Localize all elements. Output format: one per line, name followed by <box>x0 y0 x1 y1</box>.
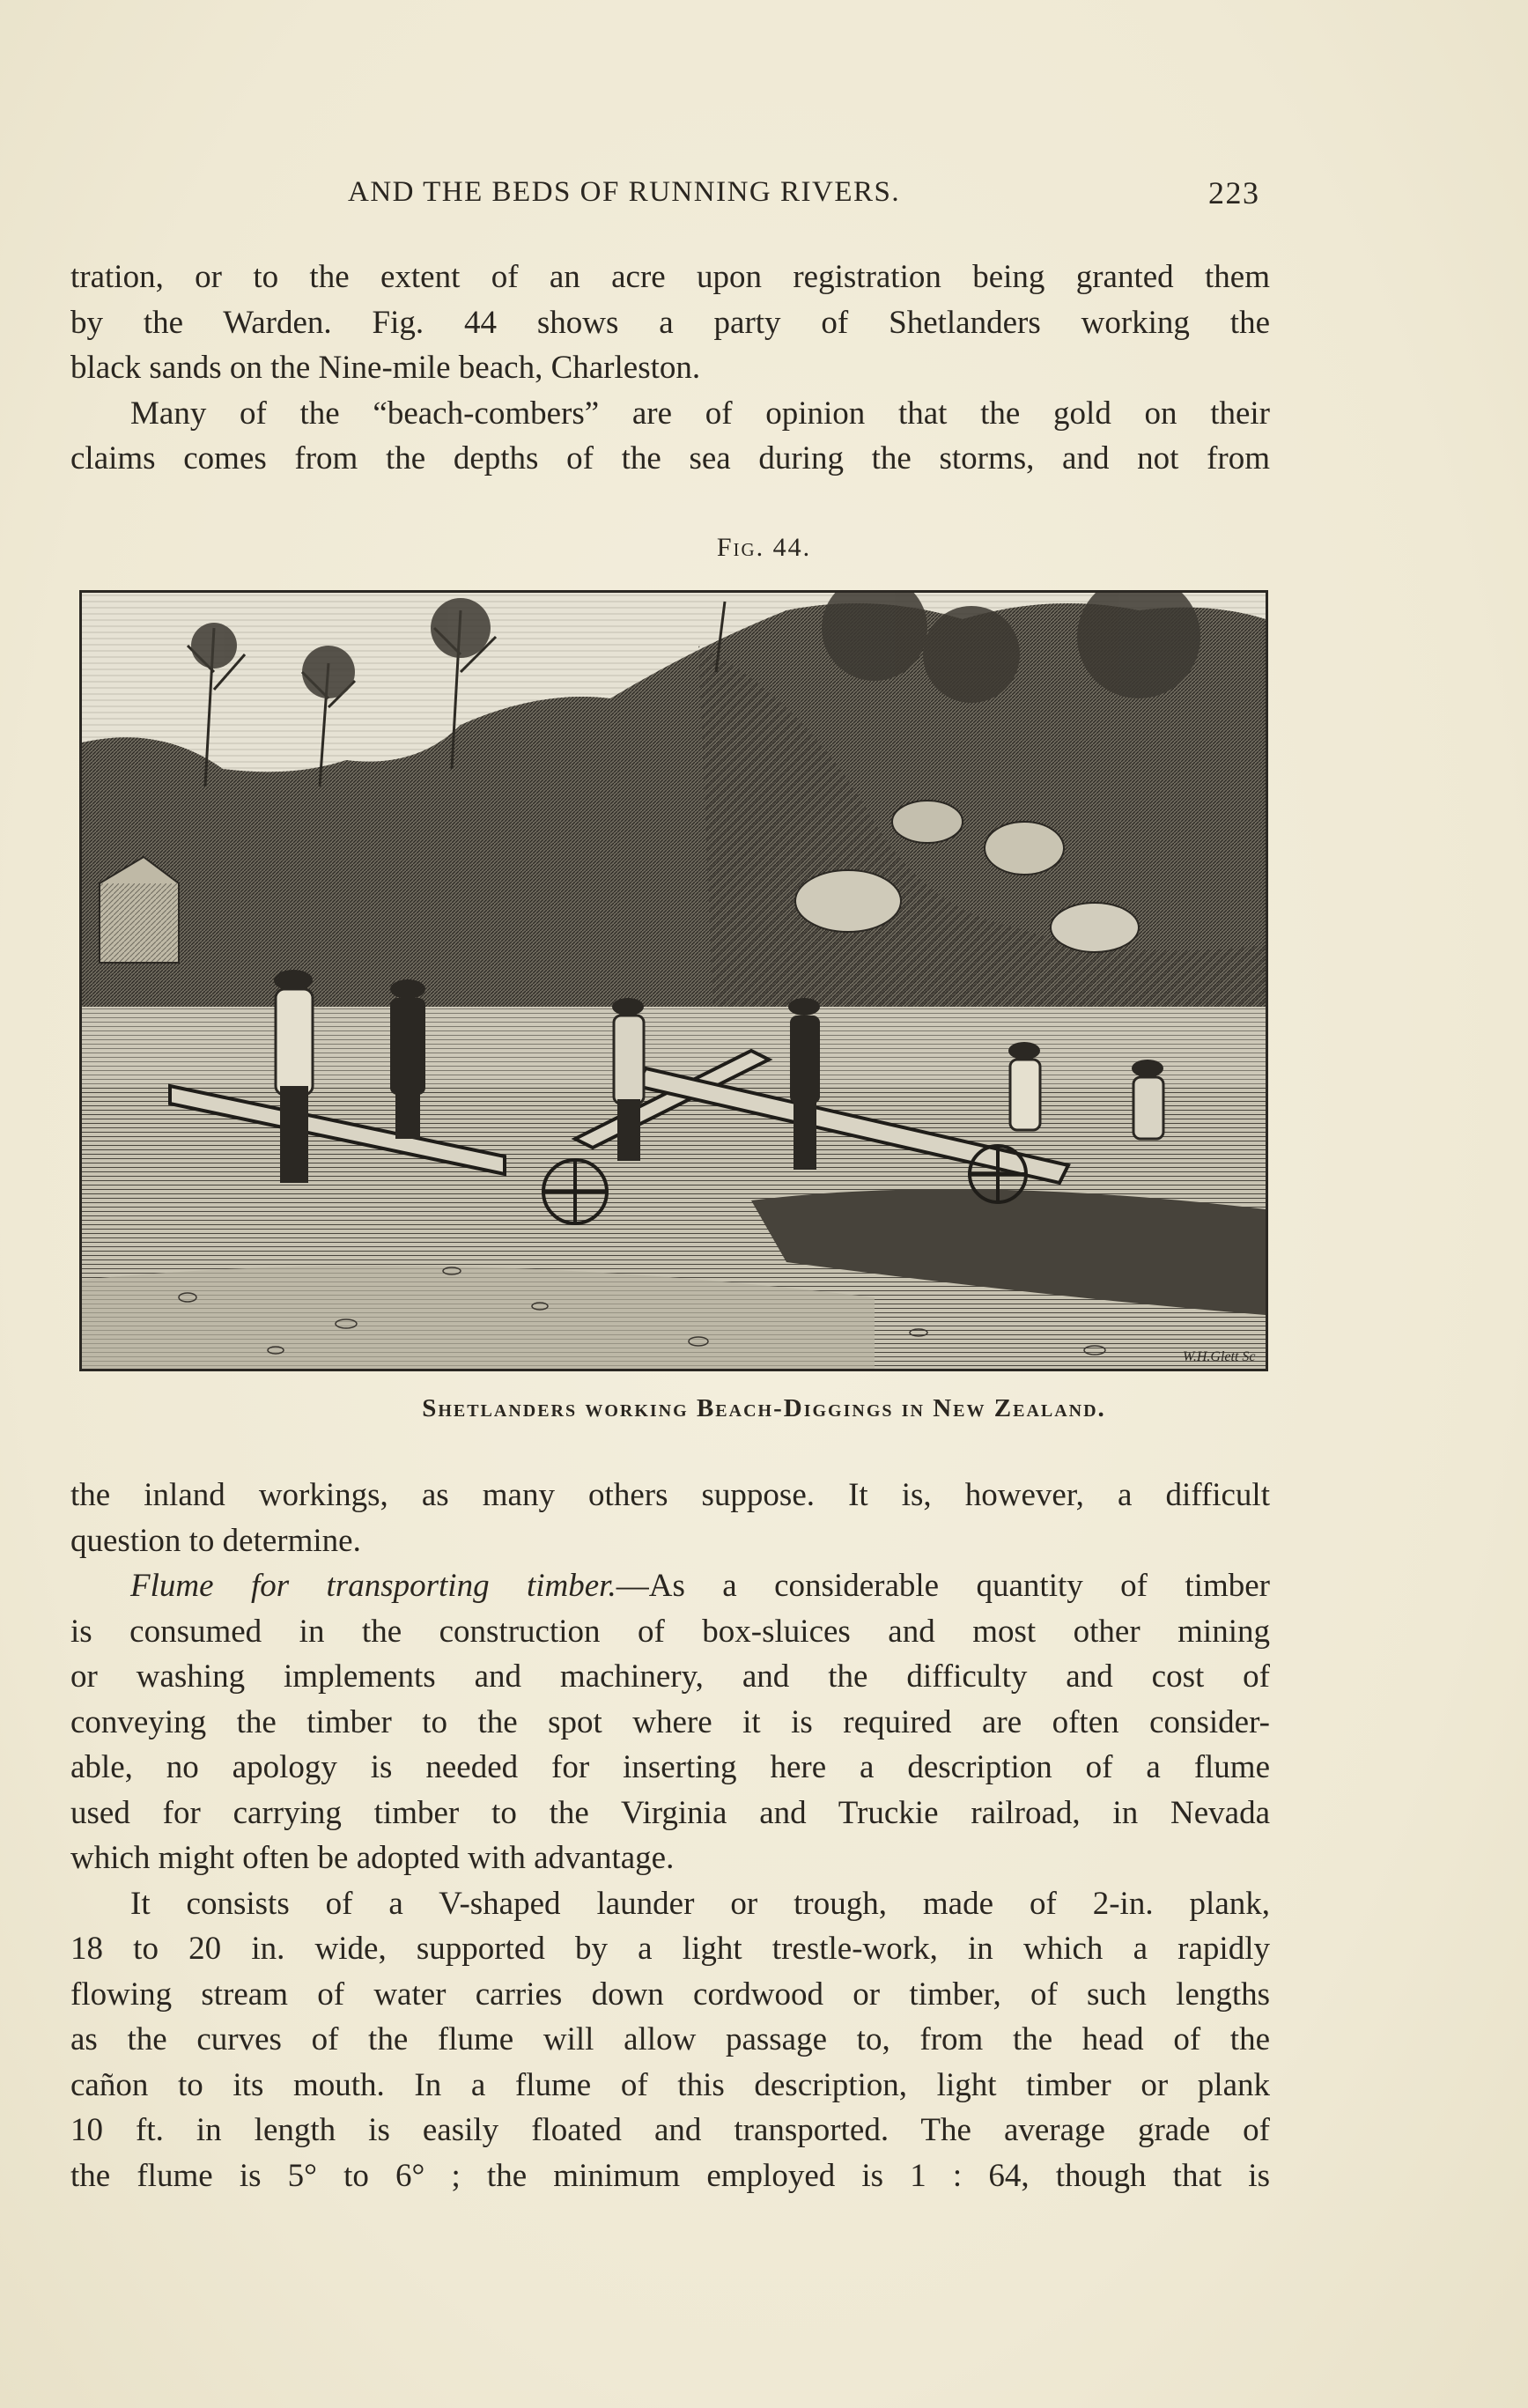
text-line: flowing stream of water carries down cordwood or timber, of such lengths <box>70 1976 1270 2013</box>
text-line: 18 to 20 in. wide, supported by a light trestle-work, in which a rapidly <box>70 1931 1270 1967</box>
text-line: is consumed in the construction of box-sluices and most other mining <box>70 1613 1270 1650</box>
text-line-flume <box>70 1563 1270 1609</box>
text-line: the flume is 5° to 6° ; the minimum employed is 1 : 64, though that is <box>70 2157 1270 2194</box>
text-line: 10 ft. in length is easily floated and transported. The average grade of <box>70 2112 1270 2148</box>
text-line: It consists of a V-shaped launder or trough, made of 2-in. plank, <box>130 1885 1270 1922</box>
page-number: 223 <box>1208 175 1260 211</box>
running-head-title: AND THE BEDS OF RUNNING RIVERS. <box>348 176 901 208</box>
text-line: Many of the “beach-combers” are of opinion that the gold on their <box>130 395 1270 432</box>
text-line: used for carrying timber to the Virginia and Truckie railroad, in Nevada <box>70 1794 1270 1831</box>
text-line: which might often be adopted with advantage. <box>70 1840 675 1876</box>
text-line: or washing implements and machinery, and the difficulty and cost of <box>70 1658 1270 1695</box>
text-line: as the curves of the flume will allow passage to, from the head of the <box>70 2021 1270 2057</box>
text-line: by the Warden. Fig. 44 shows a party of Shetlanders working the <box>70 304 1270 341</box>
text-line: the inland workings, as many others suppose. It is, however, a difficult <box>70 1477 1270 1513</box>
paragraph-top <box>70 255 1270 482</box>
figure-label: Fig. 44. <box>716 533 812 562</box>
text-line: tration, or to the extent of an acre upon registration being granted them <box>70 259 1270 295</box>
figure-illustration <box>79 590 1268 1371</box>
engraver-signature: W.H.Glett Sc <box>1183 1349 1256 1364</box>
flume-heading-continuation: —As a considerable quantity of timber <box>616 1568 1270 1604</box>
paragraph-bottom <box>70 1473 1270 2198</box>
engraving-image <box>82 593 1266 1369</box>
text-line: claims comes from the depths of the sea during the storms, and not from <box>70 440 1270 476</box>
flume-heading: Flume for transporting timber. <box>130 1568 616 1604</box>
text-line: black sands on the Nine-mile beach, Charleston. <box>70 350 701 386</box>
text-line: able, no apology is needed for inserting here a description of a flume <box>70 1749 1270 1785</box>
figure-caption: Shetlanders working Beach-Diggings in New Zealand. <box>422 1394 1106 1422</box>
text-line: cañon to its mouth. In a flume of this description, light timber or plank <box>70 2066 1270 2103</box>
text-line: question to determine. <box>70 1522 361 1559</box>
text-line: conveying the timber to the spot where it is required are often consider- <box>70 1703 1270 1740</box>
